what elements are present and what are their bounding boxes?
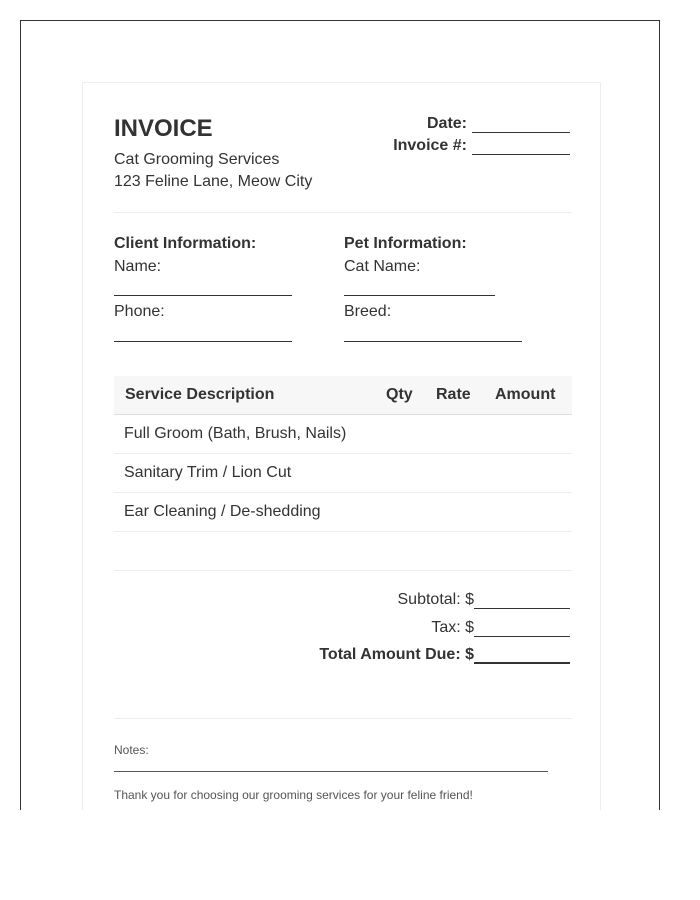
- cat-name-label: Cat Name:: [344, 258, 421, 275]
- total-amount-blank-line: [474, 646, 570, 664]
- subtotal-blank-line: [474, 592, 570, 609]
- company-info: [114, 149, 312, 193]
- client-phone-line: [114, 341, 292, 342]
- total-amount-label: Total Amount Due: $: [319, 646, 474, 663]
- date-blank-line: [472, 116, 570, 133]
- notes-label: Notes:: [114, 743, 149, 757]
- table-row: [114, 454, 572, 493]
- header-rate: Rate: [436, 386, 471, 403]
- pet-info-heading: Pet Information:: [344, 235, 467, 252]
- invoice-sheet: [82, 82, 601, 810]
- invoice-number-field: [393, 137, 570, 155]
- header-amount: Amount: [495, 386, 556, 403]
- client-phone-label: Phone:: [114, 303, 165, 320]
- table-row: [114, 415, 572, 454]
- tax-field: [431, 619, 570, 637]
- breed-label: Breed:: [344, 303, 392, 320]
- header-qty: Qty: [386, 386, 413, 403]
- tax-label: Tax: $: [431, 619, 474, 636]
- company-name: Cat Grooming Services: [114, 151, 280, 168]
- table-row: [114, 532, 572, 571]
- total-amount-field: [319, 646, 570, 664]
- invoice-title: INVOICE: [114, 115, 213, 142]
- date-field: [427, 115, 570, 133]
- footer-divider: [114, 718, 572, 719]
- invoice-number-label: Invoice #:: [393, 137, 467, 154]
- breed-line: [344, 341, 522, 342]
- service-description-cell: Ear Cleaning / De-shedding: [124, 503, 321, 520]
- client-name-label: Name:: [114, 258, 162, 275]
- invoice-number-blank-line: [472, 138, 570, 155]
- notes-line: [114, 771, 548, 772]
- header-service-description: Service Description: [125, 386, 275, 403]
- table-header: [114, 376, 572, 415]
- thank-you-note: Thank you for choosing our grooming services for your feline friend!: [114, 788, 473, 802]
- client-info-heading: Client Information:: [114, 235, 257, 252]
- tax-blank-line: [474, 620, 570, 637]
- document-frame: [20, 20, 660, 810]
- date-label: Date:: [426, 115, 467, 132]
- subtotal-label: Subtotal: $: [397, 591, 474, 608]
- service-description-cell: Sanitary Trim / Lion Cut: [124, 464, 292, 481]
- cat-name-line: [344, 295, 495, 296]
- company-address: 123 Feline Lane, Meow City: [114, 173, 313, 190]
- services-table: [114, 376, 572, 571]
- service-description-cell: Full Groom (Bath, Brush, Nails): [124, 425, 347, 442]
- subtotal-field: [398, 591, 571, 609]
- header-divider: [114, 212, 572, 213]
- table-row: [114, 493, 572, 532]
- client-name-line: [114, 295, 292, 296]
